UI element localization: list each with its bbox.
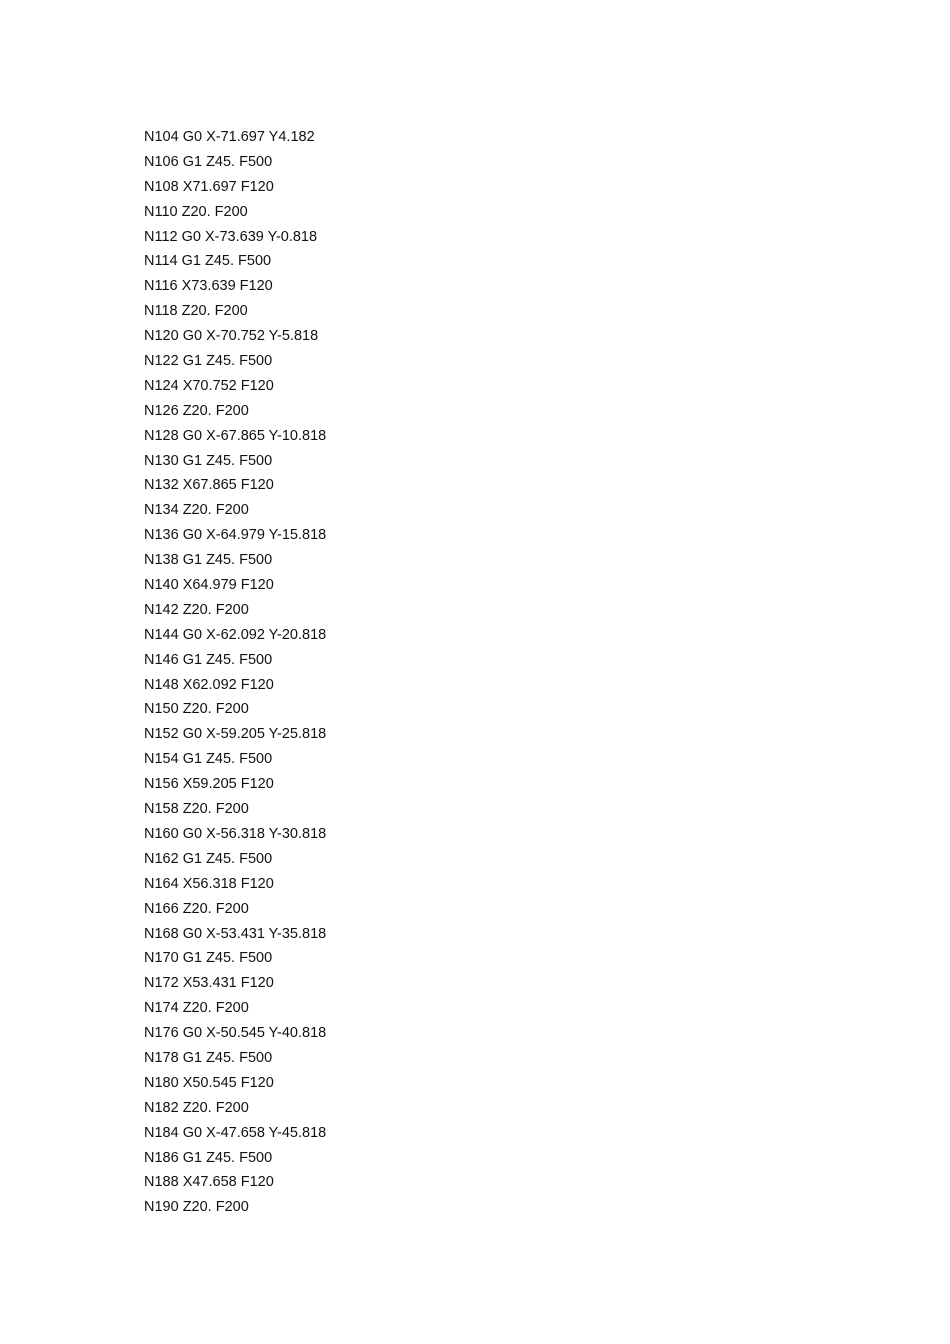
gcode-line: N144 G0 X-62.092 Y-20.818 xyxy=(144,626,327,643)
gcode-line: N142 Z20. F200 xyxy=(144,601,249,618)
gcode-line: N190 Z20. F200 xyxy=(144,1199,249,1216)
gcode-line: N112 G0 X-73.639 Y-0.818 xyxy=(144,228,318,245)
gcode-line: N134 Z20. F200 xyxy=(144,502,249,519)
gcode-line: N140 X64.979 F120 xyxy=(144,577,274,594)
gcode-line: N124 X70.752 F120 xyxy=(144,377,274,394)
gcode-line: N106 G1 Z45. F500 xyxy=(144,153,273,170)
gcode-line: N150 Z20. F200 xyxy=(144,701,249,718)
gcode-line: N176 G0 X-50.545 Y-40.818 xyxy=(144,1025,327,1042)
gcode-line: N148 X62.092 F120 xyxy=(144,676,274,693)
gcode-line: N180 X50.545 F120 xyxy=(144,1074,274,1091)
gcode-line: N138 G1 Z45. F500 xyxy=(144,552,273,569)
gcode-line: N156 X59.205 F120 xyxy=(144,776,274,793)
gcode-line: N120 G0 X-70.752 Y-5.818 xyxy=(144,328,319,345)
gcode-line: N116 X73.639 F120 xyxy=(144,278,273,295)
gcode-line: N182 Z20. F200 xyxy=(144,1099,249,1116)
gcode-line: N170 G1 Z45. F500 xyxy=(144,950,273,967)
gcode-line: N132 X67.865 F120 xyxy=(144,477,274,494)
gcode-line: N104 G0 X-71.697 Y4.182 xyxy=(144,129,315,145)
gcode-line: N136 G0 X-64.979 Y-15.818 xyxy=(144,527,327,544)
gcode-line: N162 G1 Z45. F500 xyxy=(144,850,273,867)
gcode-listing xyxy=(144,125,326,1220)
gcode-line: N146 G1 Z45. F500 xyxy=(144,651,273,668)
gcode-line: N118 Z20. F200 xyxy=(144,303,248,320)
gcode-line: N128 G0 X-67.865 Y-10.818 xyxy=(144,427,327,444)
gcode-line: N186 G1 Z45. F500 xyxy=(144,1149,273,1166)
gcode-line: N172 X53.431 F120 xyxy=(144,975,274,992)
gcode-line: N130 G1 Z45. F500 xyxy=(144,452,273,469)
gcode-line: N160 G0 X-56.318 Y-30.818 xyxy=(144,825,327,842)
gcode-line: N114 G1 Z45. F500 xyxy=(144,253,272,270)
gcode-line: N184 G0 X-47.658 Y-45.818 xyxy=(144,1124,327,1141)
gcode-line: N178 G1 Z45. F500 xyxy=(144,1049,273,1066)
gcode-line: N188 X47.658 F120 xyxy=(144,1174,274,1191)
gcode-line: N164 X56.318 F120 xyxy=(144,875,274,892)
gcode-line: N122 G1 Z45. F500 xyxy=(144,353,273,370)
gcode-line: N154 G1 Z45. F500 xyxy=(144,751,273,768)
gcode-line: N174 Z20. F200 xyxy=(144,1000,249,1017)
gcode-line: N152 G0 X-59.205 Y-25.818 xyxy=(144,726,327,743)
gcode-line: N168 G0 X-53.431 Y-35.818 xyxy=(144,925,327,942)
gcode-line: N158 Z20. F200 xyxy=(144,801,249,818)
gcode-line: N108 X71.697 F120 xyxy=(144,178,274,195)
gcode-line: N126 Z20. F200 xyxy=(144,402,249,419)
gcode-line: N110 Z20. F200 xyxy=(144,203,248,220)
gcode-line: N166 Z20. F200 xyxy=(144,900,249,917)
